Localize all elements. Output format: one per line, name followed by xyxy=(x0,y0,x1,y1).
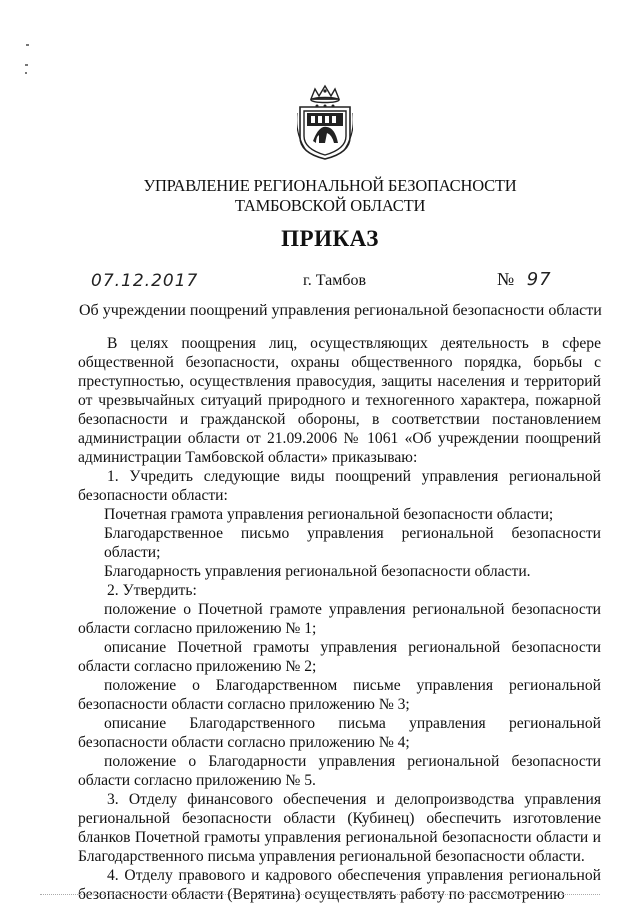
scan-speck xyxy=(25,64,28,66)
item-2: 2. Утвердить: xyxy=(107,582,197,599)
item-1-award-c: Благодарность управления региональной безопасности области. xyxy=(104,563,531,580)
order-number xyxy=(497,269,552,290)
item-1-award-a: Почетная грамота управления региональной безопасности области; xyxy=(104,506,554,523)
item-2-c: положение о Благодарственном письме управления региональной безопасности области согласно приложению № 3; xyxy=(78,677,601,713)
item-2-b: описание Почетной грамоты управления региональной безопасности области согласно приложению № 2; xyxy=(78,639,601,675)
handwritten-date: 07.12.2017 xyxy=(91,271,199,291)
intro-paragraph: В целях поощрения лиц, осуществляющих деятельность в сфере общественной безопасности, охраны общественного порядка, борьбы с преступностью, осуществления правосудия, защиты населения и территорий от чрезвычайных ситуаций природного и техногенного характера, пожарной безопасности и гражданской обороны, в соответствии постановлением администрации области от 21.09.2006 № 1061 «Об учреждении поощрений администрации Тамбовской области» приказываю: xyxy=(78,335,601,466)
item-4: 4. Отделу правового и кадрового обеспечения управления региональной безопасности области (Верятина) осуществлять работу по рассмотрению xyxy=(78,867,601,903)
handwritten-number: 97 xyxy=(526,269,552,290)
item-2-a: положение о Почетной грамоте управления региональной безопасности области согласно приложению № 1; xyxy=(78,601,601,637)
scan-speck xyxy=(26,44,29,46)
scan-speck xyxy=(25,72,27,74)
item-3: 3. Отделу финансового обеспечения и делопроизводства управления региональной безопасности области (Кубинец) обеспечить изготовление бланков Почетной грамоты управления региональной безопасности области и Благодарственного письма управления региональной безопасности области. xyxy=(78,791,601,865)
item-2-e: положение о Благодарности управления региональной безопасности области согласно приложению № 5. xyxy=(78,753,601,789)
document-title: ПРИКАЗ xyxy=(281,226,379,251)
city-label: г. Тамбов xyxy=(303,272,367,289)
org-name-line2: ТАМБОВСКОЙ ОБЛАСТИ xyxy=(234,196,426,215)
coat-of-arms-emblem xyxy=(297,83,353,161)
item-2-d: описание Благодарственного письма управления региональной безопасности области согласно приложению № 4; xyxy=(78,715,601,751)
org-name-line1: УПРАВЛЕНИЕ РЕГИОНАЛЬНОЙ БЕЗОПАСНОСТИ xyxy=(143,176,517,195)
item-1: 1. Учредить следующие виды поощрений управления региональной безопасности области: xyxy=(78,468,601,504)
scan-bottom-edge xyxy=(40,894,600,895)
order-subject: Об учреждении поощрений управления региональной безопасности области xyxy=(79,302,602,319)
order-body xyxy=(78,334,601,904)
item-1-award-b: Благодарственное письмо управления региональной безопасности области; xyxy=(104,525,601,561)
number-sign: № xyxy=(497,269,515,289)
